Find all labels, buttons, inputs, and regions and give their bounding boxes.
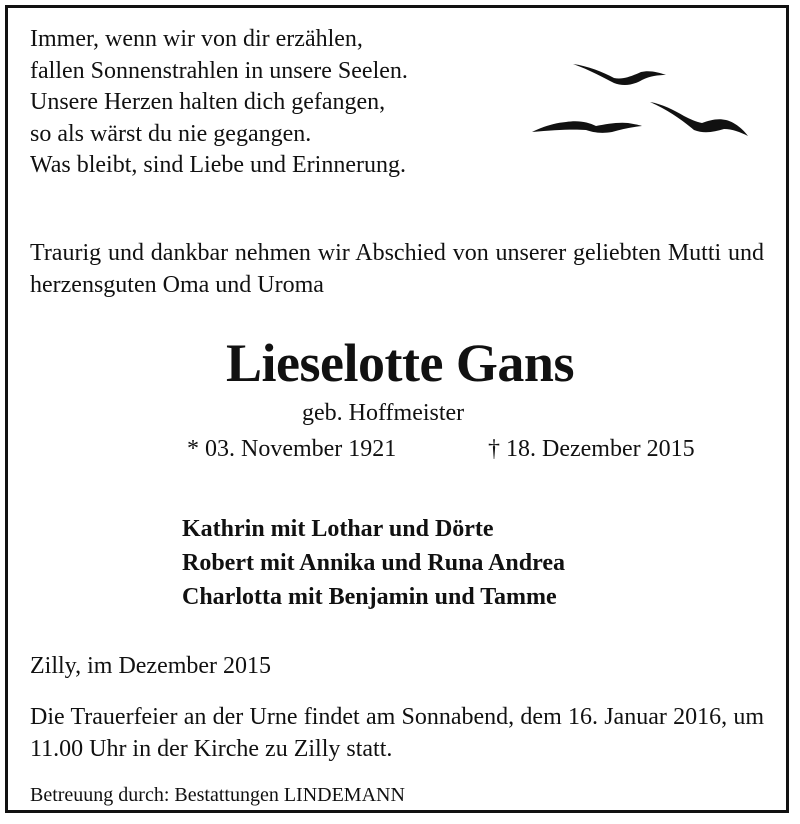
bird-icon: [650, 102, 748, 136]
bird-icon: [532, 121, 642, 133]
ceremony-text: Die Trauerfeier an der Urne findet am Sonnabend, dem 16. Januar 2016, um 11.00 Uhr in der Kirche zu Zilly statt.: [30, 704, 764, 762]
deceased-name: Lieselotte Gans: [226, 333, 574, 393]
family-list: [182, 512, 565, 614]
poem-line: Was bleibt, sind Liebe und Erinnerung.: [30, 152, 406, 178]
poem: [30, 24, 408, 182]
family-member-line: Kathrin mit Lothar und Dörte: [182, 516, 494, 542]
place-date: Zilly, im Dezember 2015: [30, 653, 272, 679]
flying-birds-icon: [528, 52, 758, 152]
death-date: † 18. Dezember 2015: [488, 436, 695, 462]
bird-icon: [573, 64, 666, 85]
birth-date: * 03. November 1921: [187, 436, 397, 462]
intro-text: Traurig und dankbar nehmen wir Abschied von unserer geliebten Mutti und herzensguten Oma und Uroma: [30, 240, 764, 298]
family-member-line: Robert mit Annika und Runa Andrea: [182, 550, 565, 576]
family-member-line: Charlotta mit Benjamin und Tamme: [182, 584, 557, 610]
funeral-service-credit: Betreuung durch: Bestattungen LINDEMANN: [30, 784, 405, 806]
poem-line: so als wärst du nie gegangen.: [30, 120, 312, 147]
maiden-name: geb. Hoffmeister: [302, 400, 465, 426]
poem-line: fallen Sonnenstrahlen in unsere Seelen.: [30, 57, 408, 84]
poem-line: Unsere Herzen halten dich gefangen,: [30, 89, 386, 115]
poem-line: Immer, wenn wir von dir erzählen,: [30, 26, 363, 52]
